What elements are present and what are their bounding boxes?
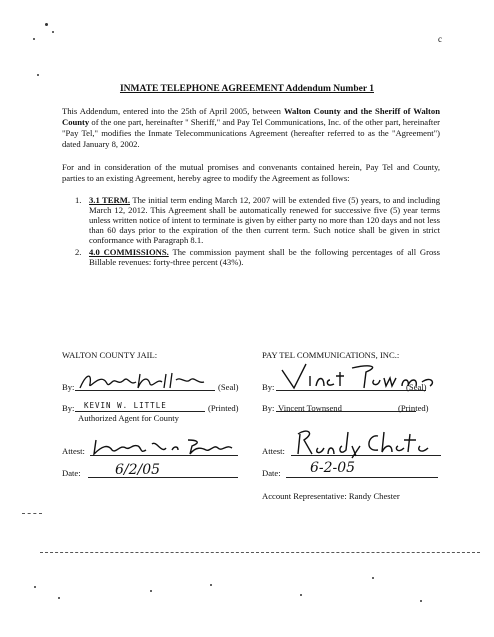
attest-signature-left (92, 436, 242, 463)
scan-speck (420, 600, 422, 602)
right-by2-label: By: (262, 403, 275, 413)
scan-speck (300, 594, 302, 596)
right-by-label: By: (262, 382, 275, 392)
document-title: INMATE TELEPHONE AGREEMENT Addendum Number 1 (119, 84, 374, 94)
printed-line (75, 411, 205, 412)
item-text: The commission payment shall be the following percentages of all Gross Billable revenues: forty-three percent (43%). (89, 247, 440, 267)
scan-speck (45, 23, 48, 26)
signature-kevin-little (78, 370, 208, 397)
item-commissions (75, 247, 440, 269)
attest-signature-right (294, 428, 444, 463)
item-number: 1. (75, 195, 82, 205)
left-date-value: 6/2/05 (115, 462, 161, 478)
scan-speck (37, 74, 39, 76)
account-representative: Account Representative: Randy Chester (262, 491, 400, 501)
scan-speck (34, 586, 36, 588)
left-printed-name: KEVIN W. LITTLE (84, 401, 167, 410)
item-text: The initial term ending March 12, 2007 will be extended five (5) years, to and including March 12, 2012. This Agreement shall be automatically renewed for successive five (5) year terms unless written notice of intent to terminate is given by either party no more than 120 days and not less than 60 days prior to the expiration of the then current term. Such notice shall be given in strict conformance with Paragraph 8.1. (89, 195, 441, 245)
date-line (286, 477, 438, 478)
scan-artifact-line (40, 552, 480, 553)
left-block-header: WALTON COUNTY JAIL: (62, 350, 158, 360)
authorized-agent-label: Authorized Agent for County (78, 413, 179, 423)
right-printed-name: Vincent Townsend (278, 403, 342, 413)
intro-paragraph: This Addendum, entered into the 25th of April 2005, between Walton County and the Sheriff of Walton County of the one part, hereinafter " Sheriff," and Pay Tel Communications, Inc. of the other part, hereinafter "Pay Tel," modifies the Inmate Telecommunications Agreement (hereafter referred to as the "Agreement") dated January 8, 2002. (62, 106, 440, 149)
date-line (88, 477, 238, 478)
scan-speck (52, 31, 54, 33)
scan-speck (210, 584, 212, 586)
item-heading: 4.0 COMMISSIONS. (89, 247, 169, 257)
scan-speck (150, 590, 152, 592)
item-heading: 3.1 TERM. (89, 195, 130, 205)
item-number: 2. (75, 247, 82, 257)
margin-mark: c (438, 34, 442, 44)
left-printed-label: (Printed) (208, 403, 239, 413)
item-term (75, 195, 440, 245)
left-date-label: Date: (62, 468, 81, 478)
signature-vincent-townsend (280, 362, 440, 395)
scan-speck (33, 38, 35, 40)
scan-artifact (22, 513, 42, 514)
consideration-paragraph: For and in consideration of the mutual promises and convenants contained herein, Pay Tel and County, parties to an existing Agreement, hereby agree to modify the Agreement as follows: (62, 162, 440, 183)
scan-speck (58, 597, 60, 599)
right-attest-label: Attest: (262, 446, 285, 456)
scan-speck (372, 577, 374, 579)
right-printed-label: (Printed) (398, 403, 429, 413)
right-block-header: PAY TEL COMMUNICATIONS, INC.: (262, 350, 400, 360)
left-attest-label: Attest: (62, 446, 85, 456)
right-seal-label: (Seal) (406, 382, 427, 392)
right-date-value: 6-2-05 (310, 460, 356, 476)
left-by-label: By: (62, 382, 75, 392)
left-seal-label: (Seal) (218, 382, 239, 392)
left-by2-label: By: (62, 403, 75, 413)
right-date-label: Date: (262, 468, 281, 478)
